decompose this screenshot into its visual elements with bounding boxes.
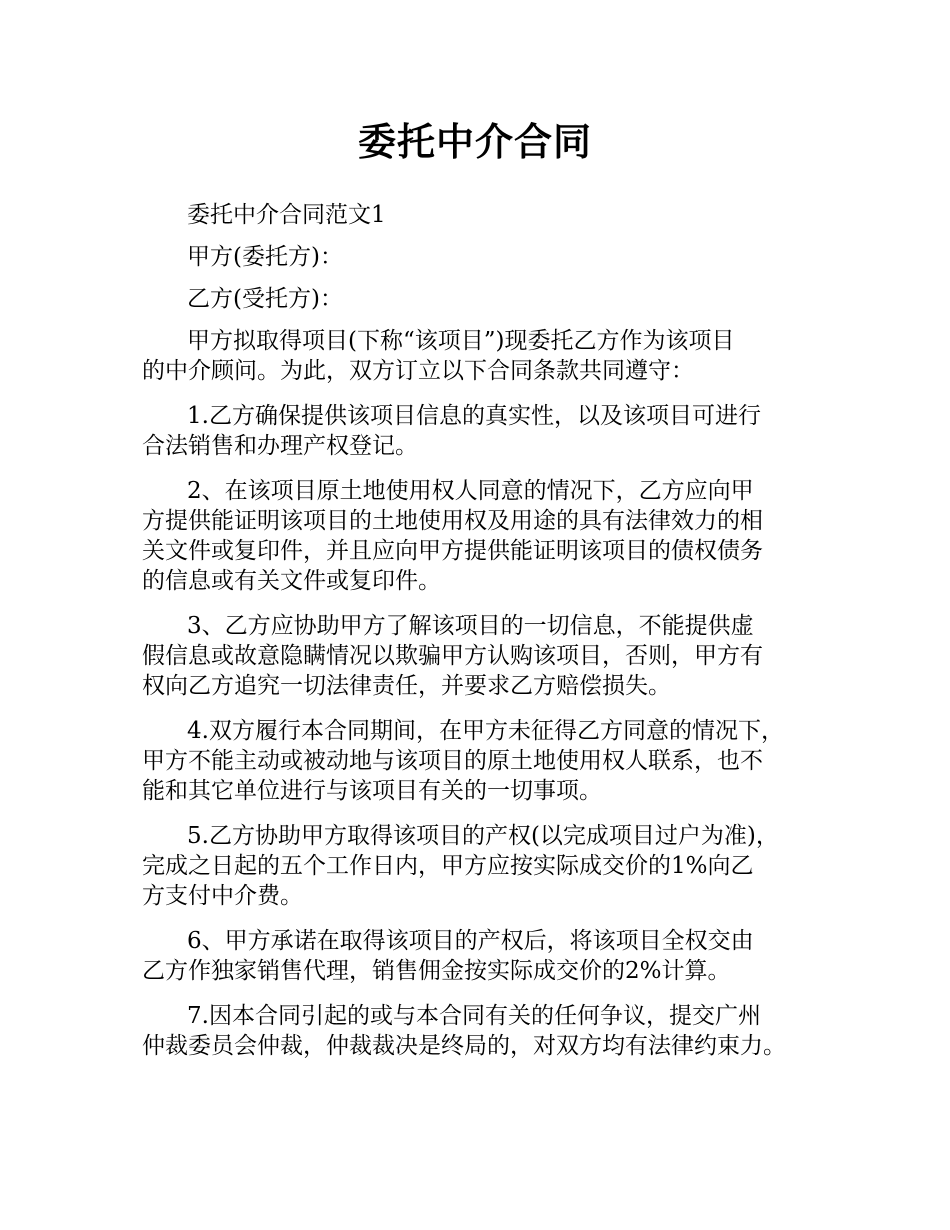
paragraph-clause-2: 2、在该项目原土地使用权人同意的情况下，乙方应向甲 方提供能证明该项目的土地使用权及用途的具有法律效力的相 关文件或复印件，并且应向甲方提供能证明该项目的债权债务 的信息或有关文件或复印件。 <box>142 478 763 594</box>
paragraph-heading: 委托中介合同范文1 <box>187 202 386 228</box>
paragraph-clause-3: 3、乙方应协助甲方了解该项目的一切信息，不能提供虚 假信息或故意隐瞒情况以欺骗甲方认购该项目，否则，甲方有 权向乙方追究一切法律责任，并要求乙方赔偿损失。 <box>142 613 763 699</box>
paragraph-clause-6: 6、甲方承诺在取得该项目的产权后，将该项目全权交由 乙方作独家销售代理，销售佣金按实际成交价的2%计算。 <box>142 928 754 984</box>
paragraph-preamble: 甲方拟取得项目(下称“该项目”)现委托乙方作为该项目 的中介顾问。为此，双方订立以下合同条款共同遵守： <box>142 328 735 384</box>
paragraph-party-b: 乙方(受托方)： <box>187 286 343 312</box>
paragraph-clause-1: 1.乙方确保提供该项目信息的真实性，以及该项目可进行 合法销售和办理产权登记。 <box>142 403 761 459</box>
paragraph-clause-5: 5.乙方协助甲方取得该项目的产权(以完成项目过户为准)， 完成之日起的五个工作日内，甲方应按实际成交价的1%向乙 方支付中介费。 <box>142 823 779 909</box>
document-body <box>142 200 812 1076</box>
paragraph-party-a: 甲方(委托方)： <box>187 244 343 270</box>
paragraph-clause-7: 7.因本合同引起的或与本合同有关的任何争议，提交广州 仲裁委员会仲裁，仲裁裁决是终局的，对双方均有法律约束力。 <box>142 1003 786 1059</box>
document-title: 委托中介合同 <box>357 120 592 164</box>
paragraph-clause-4: 4.双方履行本合同期间，在甲方未征得乙方同意的情况下， 甲方不能主动或被动地与该项目的原土地使用权人联系，也不 能和其它单位进行与该项目有关的一切事项。 <box>142 718 784 804</box>
